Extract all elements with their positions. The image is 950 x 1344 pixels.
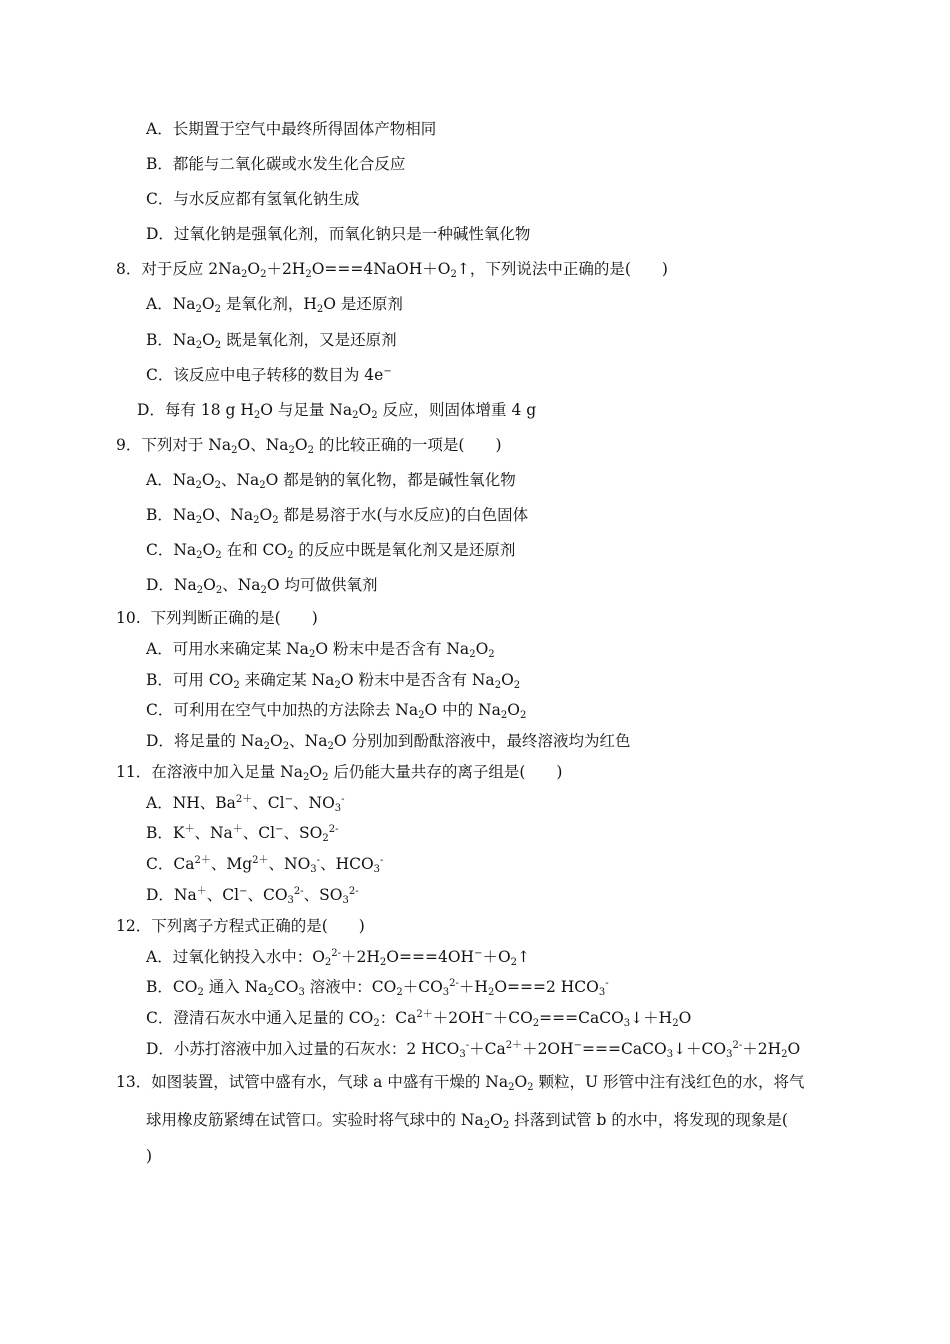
- subscript: 2: [240, 269, 248, 280]
- q8-stem: [116, 259, 668, 279]
- q11-option-c-text: 、NO: [268, 855, 311, 873]
- subscript: 2: [307, 445, 314, 456]
- q10-option-a-text: O: [475, 640, 489, 658]
- q8-option-d-text: O 与足量 Na: [260, 401, 353, 419]
- q9-option-b-text: 都是易溶于水(与水反应)的白色固体: [278, 506, 529, 524]
- subscript: 2: [260, 585, 267, 596]
- q12-option-a-text: ↑: [517, 948, 531, 966]
- superscript: 2-: [449, 978, 459, 989]
- q13-stem-text: 如图装置，试管中盛有水，气球 a 中盛有干燥的 Na: [151, 1073, 509, 1091]
- q12-option-b: [146, 977, 609, 997]
- q7-option-c: [146, 189, 359, 209]
- subscript: 2: [196, 585, 204, 596]
- subscript: 2: [260, 269, 267, 280]
- subscript: 2: [527, 1082, 534, 1093]
- q13-stem-text: ): [146, 1147, 153, 1165]
- q10-option-b-text: O 粉末中是否含有 Na: [340, 671, 495, 689]
- subscript: 2: [494, 680, 502, 691]
- q9-option-d-text: O: [203, 576, 216, 594]
- q8-option-a-text: O: [201, 295, 215, 313]
- q9-option-c-text: O: [202, 541, 216, 559]
- q9-option-c-text: 的反应中既是氧化剂又是还原剂: [293, 541, 516, 559]
- q12-option-d-text: D．小苏打溶液中加入过量的石灰水：2 HCO: [146, 1040, 460, 1058]
- superscript: -: [465, 1040, 470, 1051]
- q9-option-a-text: O 都是钠的氧化物，都是碱性氧化物: [265, 471, 516, 489]
- superscript: ＋: [196, 886, 207, 897]
- q10-option-b-text: B．可用 CO: [146, 671, 234, 689]
- subscript: 3: [442, 987, 450, 998]
- q13-stem-text: 球用橡皮筋紧缚在试管口。实验时将气球中的 Na: [146, 1111, 484, 1129]
- subscript: 2: [195, 340, 203, 351]
- q10-stem: [116, 608, 318, 628]
- subscript: 2: [214, 480, 221, 491]
- subscript: 2: [532, 1018, 540, 1029]
- q9-option-b-text: O、Na: [202, 506, 254, 524]
- q12-option-b-text: ＋H: [458, 978, 488, 996]
- superscript: 2-: [348, 886, 359, 897]
- superscript: ＋: [184, 824, 195, 835]
- subscript: 2: [450, 269, 457, 280]
- subscript: 2: [513, 680, 521, 691]
- superscript: -: [341, 794, 345, 805]
- subscript: 2: [508, 1082, 515, 1093]
- subscript: 2: [322, 833, 329, 844]
- subscript: 2: [215, 550, 222, 561]
- q11-number: 11．: [116, 763, 152, 781]
- q8-option-d-text: 反应，则固体增重 4 g: [377, 401, 537, 419]
- q8-option-b-text: B．Na: [146, 331, 196, 349]
- subscript: 2: [308, 649, 316, 660]
- q9-stem-text: 下列对于 Na: [141, 436, 232, 454]
- subscript: 2: [282, 741, 290, 752]
- q7-option-b-text: B．都能与二氧化碳或水发生化合反应: [146, 155, 406, 173]
- subscript: 3: [459, 1049, 466, 1060]
- q8-option-a-text: 是氧化剂，H: [220, 295, 317, 313]
- subscript: 2: [214, 304, 221, 315]
- q7-option-a: [146, 119, 436, 139]
- q12-option-d-text: ===CaCO: [582, 1040, 667, 1058]
- q10-option-b-text: 来确定某 Na: [239, 671, 335, 689]
- superscript: -: [380, 855, 384, 866]
- superscript: 2＋: [505, 1040, 523, 1051]
- q11-option-b-text: B．K: [146, 824, 185, 842]
- subscript: 2: [231, 445, 238, 456]
- q11-option-c-text: C．Ca: [146, 855, 195, 873]
- q12-option-d-text: ＋2OH: [522, 1040, 574, 1058]
- subscript: 2: [396, 987, 403, 998]
- subscript: 2: [196, 550, 203, 561]
- subscript: 2: [781, 1049, 788, 1060]
- q12-option-d-text: ＋2H: [742, 1040, 782, 1058]
- subscript: 3: [287, 895, 294, 906]
- superscript: −: [383, 366, 392, 377]
- superscript: -: [316, 855, 321, 866]
- q13-stem-text: 颗粒，U 形管中注有浅红色的水，将气: [533, 1073, 805, 1091]
- q8-option-c: [146, 365, 392, 385]
- q12-option-a-text: O===4OH: [386, 948, 475, 966]
- subscript: 2: [379, 957, 387, 968]
- subscript: 3: [666, 1049, 674, 1060]
- subscript: 3: [598, 987, 606, 998]
- subscript: 2: [233, 680, 240, 691]
- subscript: 3: [373, 864, 381, 875]
- q12-option-a-text: ＋O: [482, 948, 511, 966]
- q9-option-d: [146, 575, 378, 595]
- q13-stem-text: 抖落到试管 b 的水中，将发现的现象是(: [509, 1111, 788, 1129]
- q8-option-d: [137, 400, 536, 420]
- q10-option-c-text: O: [507, 701, 520, 719]
- subscript: 2: [215, 585, 223, 596]
- q10-option-c-text: C．可利用在空气中加热的方法除去 Na: [146, 701, 419, 719]
- q11-option-d: [146, 885, 359, 905]
- superscript: 2＋: [194, 855, 211, 866]
- subscript: 2: [469, 649, 476, 660]
- q12-option-c-text: ＋2OH: [432, 1009, 485, 1027]
- subscript: 2: [487, 987, 495, 998]
- q12-option-b-text: O===2 HCO: [494, 978, 599, 996]
- q11-option-d-text: 、SO: [303, 886, 343, 904]
- q10-option-c: [146, 700, 526, 720]
- q12-option-a: [146, 947, 530, 967]
- q12-option-c-text: ＋CO: [492, 1009, 533, 1027]
- subscript: 2: [327, 741, 334, 752]
- subscript: 2: [253, 515, 260, 526]
- q7-option-a-text: A．长期置于空气中最终所得固体产物相同: [146, 120, 437, 138]
- q7-option-b: [146, 154, 405, 174]
- q8-option-d-text: D．每有 18 g H: [137, 401, 254, 419]
- q8-option-a-text: A．Na: [146, 295, 196, 313]
- superscript: −: [474, 948, 483, 959]
- q9-stem: [116, 435, 502, 455]
- q12-number: 12．: [116, 917, 152, 935]
- subscript: 3: [342, 895, 349, 906]
- superscript: −: [275, 824, 284, 835]
- subscript: 2: [324, 957, 332, 968]
- q12-option-b-text: 溶液中：CO: [304, 978, 397, 996]
- q9-option-c-text: C．Na: [146, 541, 197, 559]
- q11-option-b-text: 、Na: [194, 824, 233, 842]
- subscript: 2: [316, 304, 324, 315]
- subscript: 3: [334, 803, 342, 814]
- subscript: 2: [322, 772, 329, 783]
- q9-option-d-text: D．Na: [146, 576, 197, 594]
- q10-option-a-text: A．可用水来确定某 Na: [146, 640, 309, 658]
- q10-option-d-text: O: [270, 732, 283, 750]
- superscript: 2-: [331, 948, 342, 959]
- q11-stem: [116, 762, 562, 782]
- subscript: 2: [195, 304, 202, 315]
- q8-option-a: [146, 294, 403, 314]
- q8-option-b-text: 既是氧化剂，又是还原剂: [221, 331, 397, 349]
- q8-stem-text: ↑，下列说法中正确的是( ): [456, 260, 668, 278]
- subscript: 3: [298, 987, 305, 998]
- q9-number: 9．: [116, 436, 142, 454]
- q7-option-d: [146, 224, 530, 244]
- q13-number: 13．: [116, 1073, 152, 1091]
- q10-option-d-text: O 分别加到酚酞溶液中，最终溶液均为红色: [333, 732, 631, 750]
- q12-option-d: [146, 1039, 800, 1059]
- q12-option-a-text: ＋2H: [341, 948, 380, 966]
- subscript: 2: [287, 550, 294, 561]
- q13-stem-line-3: [146, 1146, 152, 1166]
- subscript: 2: [519, 710, 527, 721]
- q7-option-d-text: D．过氧化钠是强氧化剂，而氧化钠只是一种碱性氧化物: [146, 225, 531, 243]
- superscript: −: [284, 794, 293, 805]
- q9-option-d-text: 、Na: [222, 576, 261, 594]
- q11-option-d-text: D．Na: [146, 886, 197, 904]
- q11-option-d-text: 、Cl: [206, 886, 240, 904]
- q11-option-a: [146, 793, 345, 813]
- subscript: 2: [334, 680, 341, 691]
- q11-option-b-text: 、SO: [283, 824, 323, 842]
- q12-option-c-text: O: [678, 1009, 692, 1027]
- q11-option-c-text: 、HCO: [320, 855, 374, 873]
- superscript: ＋: [232, 824, 243, 835]
- q8-option-b: [146, 330, 397, 350]
- subscript: 2: [195, 480, 202, 491]
- q13-stem-line-1: [116, 1072, 804, 1092]
- subscript: 3: [310, 864, 317, 875]
- q11-option-a-text: 、NO: [293, 794, 335, 812]
- q8-option-c-text: C．该反应中电子转移的数目为 4e: [146, 366, 384, 384]
- q12-option-b-text: CO: [273, 978, 299, 996]
- superscript: 2-: [293, 886, 304, 897]
- subscript: 2: [197, 987, 204, 998]
- q10-option-a-text: O 粉末中是否含有 Na: [315, 640, 470, 658]
- q9-stem-text: 的比较正确的一项是( ): [313, 436, 502, 454]
- superscript: −: [573, 1040, 583, 1051]
- q11-stem-text: 在溶液中加入足量 Na: [151, 763, 303, 781]
- superscript: -: [605, 978, 609, 989]
- q9-option-a-text: O: [201, 471, 215, 489]
- q8-option-a-text: O 是还原剂: [323, 295, 403, 313]
- q11-option-b-text: 、Cl: [242, 824, 276, 842]
- q12-option-d-text: O: [787, 1040, 801, 1058]
- superscript: −: [484, 1009, 493, 1020]
- q11-option-d-text: 、CO: [247, 886, 288, 904]
- subscript: 2: [502, 1120, 510, 1131]
- superscript: 2＋: [235, 794, 253, 805]
- q11-option-b: [146, 823, 338, 843]
- q9-option-a-text: 、Na: [220, 471, 260, 489]
- q9-option-b-text: B．Na: [146, 506, 196, 524]
- subscript: 2: [483, 1120, 491, 1131]
- q10-option-a: [146, 639, 495, 659]
- q9-stem-text: O、Na: [237, 436, 289, 454]
- subscript: 2: [305, 269, 312, 280]
- q8-stem-text: 对于反应 2Na: [141, 260, 241, 278]
- subscript: 2: [672, 1018, 679, 1029]
- superscript: −: [239, 886, 248, 897]
- q11-stem-text: 后仍能大量共存的离子组是( ): [328, 763, 563, 781]
- q10-option-d-text: 、Na: [289, 732, 328, 750]
- q8-stem-text: O: [247, 260, 261, 278]
- q9-option-b-text: O: [259, 506, 273, 524]
- subscript: 2: [373, 1018, 380, 1029]
- q10-option-b: [146, 670, 520, 690]
- superscript: 2-: [732, 1040, 743, 1051]
- subscript: 2: [272, 515, 279, 526]
- q8-number: 8．: [116, 260, 142, 278]
- q9-option-a: [146, 470, 516, 490]
- q8-stem-text: O===4NaOH＋O: [311, 260, 451, 278]
- superscript: 2＋: [416, 1009, 433, 1020]
- q13-stem-line-2: [146, 1110, 788, 1130]
- q12-option-a-text: A．过氧化钠投入水中：O: [146, 948, 325, 966]
- q8-stem-text: ＋2H: [266, 260, 306, 278]
- q12-option-b-text: B．CO: [146, 978, 198, 996]
- q12-option-b-text: 通入 Na: [203, 978, 268, 996]
- q11-stem-text: O: [309, 763, 323, 781]
- subscript: 2: [302, 772, 310, 783]
- q12-option-b-text: ＋CO: [402, 978, 443, 996]
- q10-option-d-text: D．将足量的 Na: [146, 732, 264, 750]
- subscript: 2: [263, 741, 271, 752]
- subscript: 2: [253, 410, 261, 421]
- q10-option-b-text: O: [501, 671, 514, 689]
- q12-option-c-text: C．澄清石灰水中通入足量的 CO: [146, 1009, 374, 1027]
- subscript: 2: [371, 410, 378, 421]
- q9-option-b: [146, 505, 528, 525]
- q13-stem-text: O: [490, 1111, 503, 1129]
- q12-option-c-text: ：Ca: [379, 1009, 417, 1027]
- q8-option-b-text: O: [202, 331, 215, 349]
- q10-option-c-text: O 中的 Na: [424, 701, 501, 719]
- q9-option-c-text: 在和 CO: [221, 541, 288, 559]
- q9-option-a-text: A．Na: [146, 471, 196, 489]
- q12-option-d-text: ＋Ca: [469, 1040, 506, 1058]
- subscript: 3: [623, 1018, 631, 1029]
- q7-option-c-text: C．与水反应都有氢氧化钠生成: [146, 190, 360, 208]
- q9-stem-text: O: [294, 436, 308, 454]
- q10-number: 10.: [116, 609, 141, 627]
- q10-stem-text: 下列判断正确的是( ): [150, 609, 318, 627]
- subscript: 2: [510, 957, 518, 968]
- q8-option-d-text: O: [358, 401, 372, 419]
- q11-option-c-text: 、Mg: [210, 855, 253, 873]
- q9-option-d-text: O 均可做供氧剂: [266, 576, 378, 594]
- q12-option-c: [146, 1008, 691, 1028]
- q12-option-c-text: ↓＋H: [630, 1009, 673, 1027]
- subscript: 2: [352, 410, 359, 421]
- q11-option-a-text: A．NH、Ba: [146, 794, 236, 812]
- superscript: 2-: [328, 824, 339, 835]
- superscript: 2＋: [252, 855, 269, 866]
- q12-option-d-text: ↓＋CO: [673, 1040, 727, 1058]
- q11-option-a-text: 、Cl: [252, 794, 285, 812]
- q10-option-d: [146, 731, 630, 751]
- q12-option-c-text: ===CaCO: [539, 1009, 624, 1027]
- subscript: 2: [500, 710, 508, 721]
- q9-option-c: [146, 540, 515, 560]
- q12-stem-text: 下列离子方程式正确的是( ): [151, 917, 365, 935]
- subscript: 2: [259, 480, 266, 491]
- subscript: 2: [214, 340, 222, 351]
- subscript: 2: [195, 515, 203, 526]
- subscript: 2: [267, 987, 274, 998]
- subscript: 3: [726, 1049, 733, 1060]
- subscript: 2: [288, 445, 295, 456]
- q13-stem-text: O: [514, 1073, 528, 1091]
- subscript: 2: [418, 710, 425, 721]
- q11-option-c: [146, 854, 383, 874]
- subscript: 2: [488, 649, 495, 660]
- q12-stem: [116, 916, 365, 936]
